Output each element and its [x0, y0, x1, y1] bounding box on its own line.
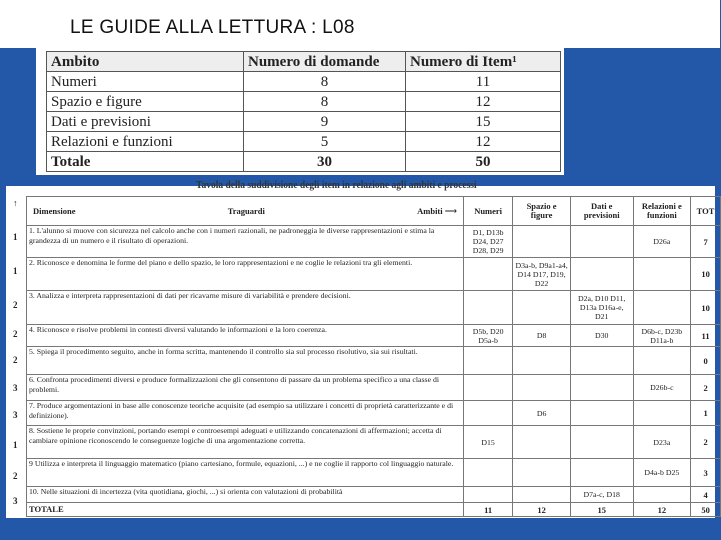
grid-header-spazio: Spazio e figure — [513, 197, 571, 226]
grid-cell-tot: 0 — [691, 347, 721, 375]
grid-table-panel — [6, 180, 715, 518]
summary-cell-item: 12 — [406, 132, 561, 152]
grid-cell-traguardo: 5. Spiega il procedimento seguito, anche in forma scritta, mantenendo il controllo sia sul processo risolutivo, sia sui risultati. — [27, 347, 464, 375]
dimension-number: 1 — [13, 232, 18, 242]
grid-cell-spazio — [513, 459, 571, 487]
grid-cell-dati: D2a, D10 D11, D13a D16a-e, D21 — [570, 291, 633, 325]
grid-cell-traguardo: 3. Analizza e interpreta rappresentazioni di dati per ricavarne misure di variabilità e prendere decisioni. — [27, 291, 464, 325]
grid-cell-spazio — [513, 347, 571, 375]
grid-cell-relazioni: D26b-c — [633, 375, 691, 401]
summary-cell-domande: 8 — [244, 92, 406, 112]
grid-total-row — [27, 503, 721, 517]
grid-cell-relazioni: D6b-c, D23b D11a-b — [633, 325, 691, 347]
grid-row — [27, 325, 721, 347]
grid-cell-numeri — [463, 401, 512, 426]
grid-header-dati: Dati e previsioni — [570, 197, 633, 226]
grid-cell-relazioni: D23a — [633, 426, 691, 459]
grid-total-relazioni: 12 — [633, 503, 691, 517]
summary-cell-ambito: Totale — [47, 152, 244, 172]
grid-header-numeri: Numeri — [463, 197, 512, 226]
summary-header-domande: Numero di domande — [244, 52, 406, 72]
grid-header-row — [27, 197, 721, 226]
grid-cell-dati — [570, 347, 633, 375]
grid-cell-numeri — [463, 375, 512, 401]
grid-header-main — [27, 197, 464, 226]
summary-cell-domande: 8 — [244, 72, 406, 92]
summary-cell-ambito: Numeri — [47, 72, 244, 92]
grid-header-relazioni: Relazioni e funzioni — [633, 197, 691, 226]
summary-table-panel — [36, 48, 564, 175]
grid-header-ambiti: Ambiti ⟶ — [417, 205, 457, 216]
grid-caption: Tavola della suddivisione degli item in relazione agli ambiti e processi — [196, 180, 477, 191]
grid-cell-dati — [570, 258, 633, 291]
summary-row — [47, 92, 561, 112]
dimension-number: 3 — [13, 496, 18, 506]
summary-cell-ambito: Relazioni e funzioni — [47, 132, 244, 152]
summary-cell-ambito: Spazio e figure — [47, 92, 244, 112]
grid-cell-traguardo: 2. Riconosce e denomina le forme del piano e dello spazio, le loro rappresentazioni e ne coglie le relazioni tra gli elementi. — [27, 258, 464, 291]
grid-cell-relazioni — [633, 347, 691, 375]
grid-cell-numeri — [463, 347, 512, 375]
grid-cell-dati — [570, 426, 633, 459]
grid-cell-tot: 7 — [691, 226, 721, 258]
summary-cell-item: 12 — [406, 92, 561, 112]
grid-cell-tot: 11 — [691, 325, 721, 347]
grid-cell-relazioni — [633, 487, 691, 503]
slide-title: LE GUIDE ALLA LETTURA : L08 — [70, 17, 355, 38]
summary-cell-domande: 5 — [244, 132, 406, 152]
grid-cell-dati: D7a-c, D18 — [570, 487, 633, 503]
summary-cell-item: 15 — [406, 112, 561, 132]
grid-cell-traguardo: 4. Riconosce e risolve problemi in contesti diversi valutando le informazioni e la loro coerenza. — [27, 325, 464, 347]
grid-cell-tot: 10 — [691, 291, 721, 325]
grid-cell-traguardo: 9 Utilizza e interpreta il linguaggio matematico (piano cartesiano, formule, equazioni, ...) e ne coglie il rapporto col linguaggio naturale. — [27, 459, 464, 487]
summary-table — [46, 51, 561, 172]
summary-cell-ambito: Dati e previsioni — [47, 112, 244, 132]
grid-total-spazio: 12 — [513, 503, 571, 517]
grid-cell-tot: 4 — [691, 487, 721, 503]
grid-row — [27, 426, 721, 459]
grid-total-dati: 15 — [570, 503, 633, 517]
summary-row — [47, 132, 561, 152]
grid-cell-dati — [570, 401, 633, 426]
grid-cell-tot: 1 — [691, 401, 721, 426]
dimension-number: 2 — [13, 471, 18, 481]
summary-cell-domande: 30 — [244, 152, 406, 172]
grid-cell-traguardo: 8. Sostiene le proprie convinzioni, portando esempi e controesempi adeguati e utilizzando concatenazioni di affermazioni; accetta di cambiare opinione riconoscendo le conseguenze logiche di una argomentazione corretta. — [27, 426, 464, 459]
grid-cell-spazio — [513, 226, 571, 258]
grid-cell-numeri — [463, 459, 512, 487]
grid-cell-spazio: D6 — [513, 401, 571, 426]
grid-row — [27, 226, 721, 258]
dimension-number: 1 — [13, 265, 18, 276]
summary-cell-domande: 9 — [244, 112, 406, 132]
grid-cell-spazio — [513, 487, 571, 503]
grid-header-traguardi: Traguardi — [227, 205, 265, 216]
grid-table — [26, 196, 721, 517]
summary-header-row — [47, 52, 561, 72]
grid-row — [27, 487, 721, 503]
grid-cell-numeri: D1, D13b D24, D27 D28, D29 — [463, 226, 512, 258]
grid-cell-traguardo: 6. Confronta procedimenti diversi e produce formalizzazioni che gli consentono di passare da un problema specifico a una classe di problemi. — [27, 375, 464, 401]
grid-total-numeri: 11 — [463, 503, 512, 517]
dimension-number: 3 — [13, 409, 18, 420]
grid-cell-numeri: D5b, D20 D5a-b — [463, 325, 512, 347]
arrow-right-icon: ⟶ — [444, 205, 457, 216]
grid-cell-spazio: D8 — [513, 325, 571, 347]
dimension-number: 3 — [13, 383, 18, 393]
grid-cell-tot: 2 — [691, 375, 721, 401]
dimension-number: 2 — [13, 329, 18, 339]
grid-cell-tot: 10 — [691, 258, 721, 291]
dimension-number: 2 — [13, 300, 18, 310]
grid-cell-relazioni — [633, 291, 691, 325]
grid-cell-dati — [570, 375, 633, 401]
summary-header-item: Numero di Item¹ — [406, 52, 561, 72]
grid-cell-spazio: D3a-b, D9a1-a4, D14 D17, D19, D22 — [513, 258, 571, 291]
grid-cell-relazioni — [633, 258, 691, 291]
summary-cell-item: 50 — [406, 152, 561, 172]
grid-cell-dati — [570, 226, 633, 258]
summary-header-ambito: Ambito — [47, 52, 244, 72]
grid-cell-numeri — [463, 291, 512, 325]
grid-row — [27, 459, 721, 487]
summary-cell-item: 11 — [406, 72, 561, 92]
grid-cell-dati — [570, 459, 633, 487]
grid-total-tot: 50 — [691, 503, 721, 517]
grid-row — [27, 401, 721, 426]
grid-total-label: TOTALE — [27, 503, 464, 517]
grid-cell-relazioni: D26a — [633, 226, 691, 258]
grid-header-dimensione: Dimensione — [33, 205, 76, 216]
dimension-number: 1 — [13, 439, 18, 450]
grid-cell-tot: 2 — [691, 426, 721, 459]
dimension-number: 2 — [13, 355, 18, 365]
dimension-marker: ↑ — [13, 198, 18, 208]
grid-cell-spazio — [513, 291, 571, 325]
grid-row — [27, 375, 721, 401]
grid-cell-tot: 3 — [691, 459, 721, 487]
grid-row — [27, 291, 721, 325]
grid-cell-traguardo: 7. Produce argomentazioni in base alle conoscenze teoriche acquisite (ad esempio sa utilizzare i concetti di proprietà caratterizzante e di definizione). — [27, 401, 464, 426]
grid-cell-relazioni: D4a-b D25 — [633, 459, 691, 487]
grid-cell-numeri — [463, 258, 512, 291]
grid-cell-traguardo: 10. Nelle situazioni di incertezza (vita quotidiana, giochi, ...) si orienta con valutazioni di probabilità — [27, 487, 464, 503]
grid-cell-relazioni — [633, 401, 691, 426]
grid-header-tot: TOT — [691, 197, 721, 226]
grid-cell-numeri — [463, 487, 512, 503]
grid-cell-spazio — [513, 426, 571, 459]
grid-cell-traguardo: 1. L'alunno si muove con sicurezza nel calcolo anche con i numeri razionali, ne padroneggia le diverse rappresentazioni e stima la grandezza di un numero e il risultato di operazioni. — [27, 226, 464, 258]
summary-total-row — [47, 152, 561, 172]
grid-cell-dati: D30 — [570, 325, 633, 347]
summary-row — [47, 72, 561, 92]
grid-cell-numeri: D15 — [463, 426, 512, 459]
summary-row — [47, 112, 561, 132]
grid-cell-spazio — [513, 375, 571, 401]
grid-row — [27, 347, 721, 375]
grid-row — [27, 258, 721, 291]
